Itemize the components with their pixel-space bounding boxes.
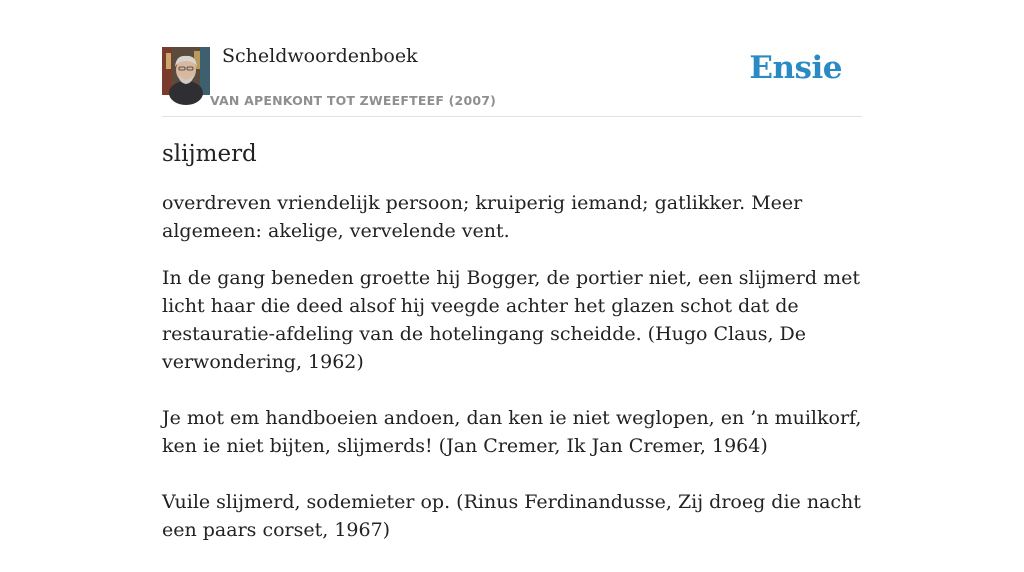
source-subtitle: VAN APENKONT TOT ZWEEFTEEF (2007) [210, 93, 497, 108]
source-name[interactable]: Scheldwoordenboek [222, 45, 418, 67]
author-avatar-icon[interactable] [162, 47, 210, 95]
entry-content [162, 138, 864, 572]
headword: slijmerd [162, 141, 257, 167]
quote-3: Vuile slijmerd, sodemieter op. (Rinus Ferdinandusse, Zij droeg die nacht een paars corset, 1967) [162, 491, 861, 541]
quote-2: Je mot em handboeien andoen, dan ken ie niet weglopen, en ’n muilkorf, ken ie niet bijten, slijmerds! (Jan Cremer, Ik Jan Cremer, 1964) [162, 407, 862, 457]
header [162, 0, 862, 117]
quote-1: In de gang beneden groette hij Bogger, de portier niet, een slijmerd met licht haar die deed alsof hij veegde achter het glazen schot dat de restauratie-afdeling van de hotelingang scheidde. (Hugo Claus, De verwondering, 1962) [162, 267, 860, 373]
ensie-logo-link[interactable]: Ensie [749, 50, 842, 86]
definition: overdreven vriendelijk persoon; kruiperig iemand; gatlikker. Meer algemeen: akelige, vervelende vent. [162, 192, 803, 242]
